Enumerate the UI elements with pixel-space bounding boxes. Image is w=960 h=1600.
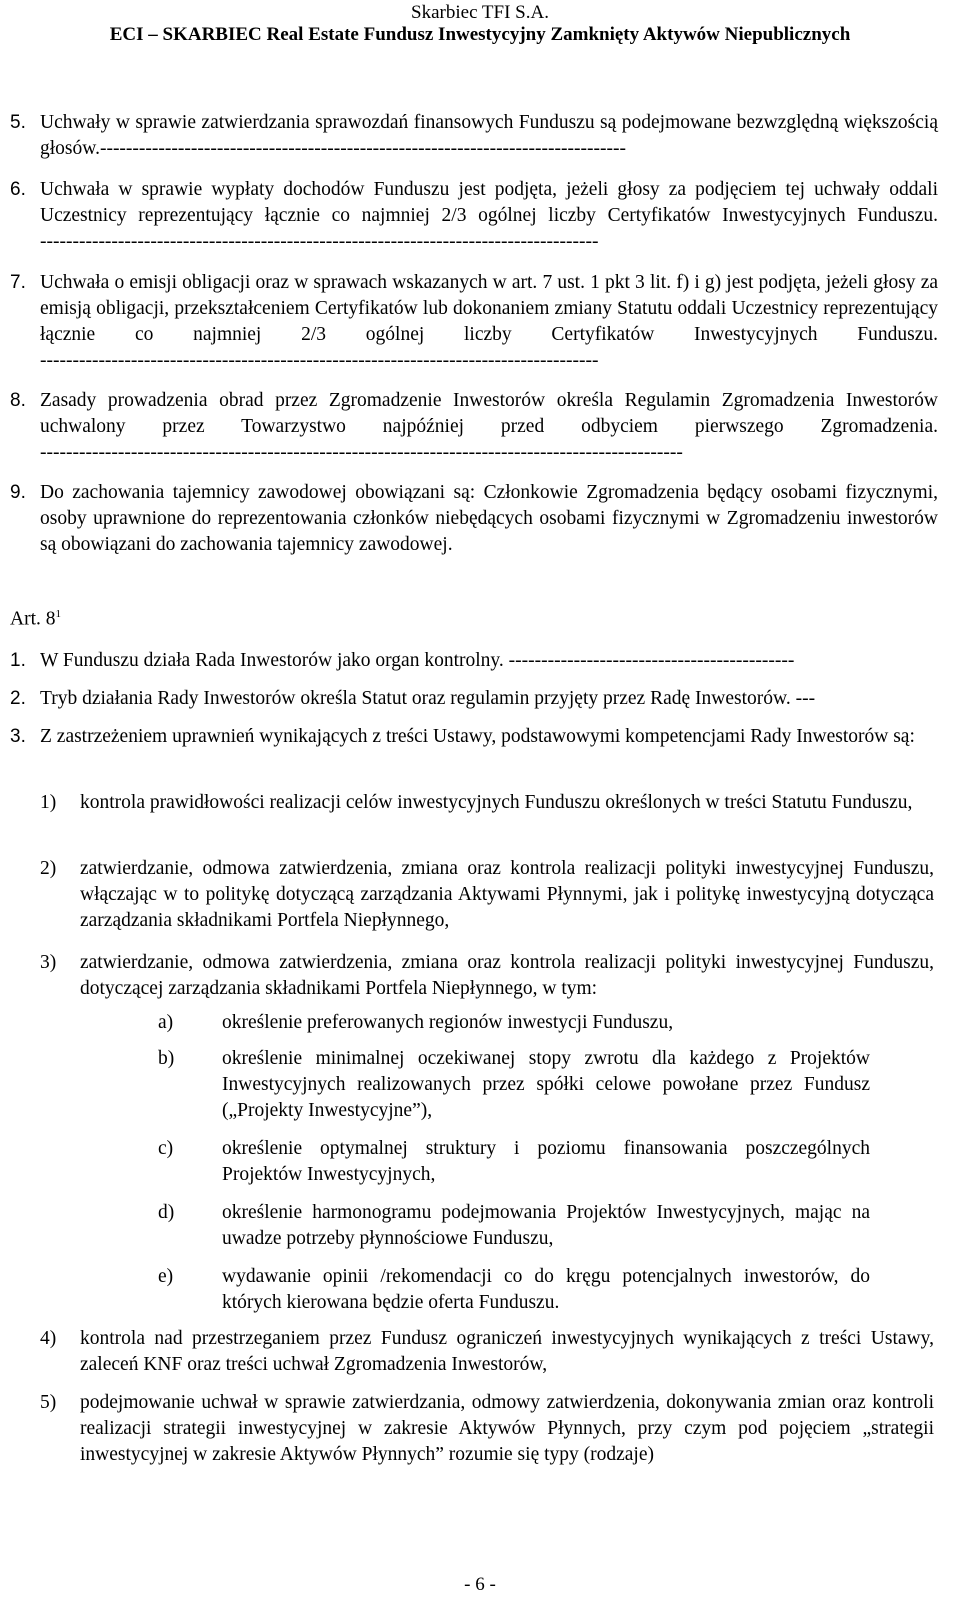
competence-3 [40, 950, 934, 1002]
sub-item-text: określenie minimalnej oczekiwanej stopy zwrotu dla każdego z Projektów Inwestycyjnych realizowanych przez spółki celowe powołane przez Fundusz („Projekty Inwestycyjne”), [222, 1048, 870, 1121]
competence-5 [40, 1390, 934, 1468]
competence-text: kontrola prawidłowości realizacji celów inwestycyjnych Funduszu określonych w treści Statutu Funduszu, [80, 792, 913, 813]
competence-number: 4) [40, 1328, 57, 1349]
sub-item-text: określenie harmonogramu podejmowania Projektów Inwestycyjnych, mając na uwadze potrzeby płynnościowe Funduszu, [222, 1202, 870, 1249]
competence-number: 5) [40, 1392, 57, 1413]
competence-number: 3) [40, 952, 57, 973]
section-text: Uchwały w sprawie zatwierdzania sprawozdań finansowych Funduszu są podejmowane bezwzględną większością głosów. [40, 112, 938, 159]
sub-item-a [158, 1010, 870, 1036]
section-5 [10, 110, 938, 162]
sub-item-d [158, 1200, 870, 1252]
art-item-1 [10, 648, 938, 674]
item-text: W Funduszu działa Rada Inwestorów jako organ kontrolny. [40, 650, 504, 671]
art-item-3 [10, 724, 938, 750]
sub-item-b [158, 1046, 870, 1124]
sub-item-letter: c) [158, 1138, 174, 1159]
section-9 [10, 480, 938, 558]
sub-item-text: określenie preferowanych regionów inwestycji Funduszu, [222, 1012, 674, 1033]
competence-number: 1) [40, 792, 57, 813]
section-number: 8. [10, 390, 26, 411]
sub-item-letter: d) [158, 1202, 175, 1223]
section-text: Uchwała w sprawie wypłaty dochodów Funduszu jest podjęta, jeżeli głosy za podjęciem tej uchwały oddali Uczestnicy reprezentujący łącznie co najmniej 2/3 ogólnej liczby Certyfikatów Inwestycyjnych Funduszu. [40, 179, 938, 226]
competence-2 [40, 856, 934, 934]
item-text: Z zastrzeżeniem uprawnień wynikających z treści Ustawy, podstawowymi kompetencjami Rady Inwestorów są: [40, 726, 915, 747]
competence-text: podejmowanie uchwał w sprawie zatwierdzania, odmowy zatwierdzenia, dokonywania zmian oraz kontroli realizacji strategii inwestycyjnej w zakresie Aktywów Płynnych, przy czym pod pojęciem „strategii inwestycyjnej w zakresie Aktywów Płynnych” rozumie się typy (rodzaje) [80, 1392, 934, 1465]
sub-item-e [158, 1264, 870, 1316]
header-fund-name: ECI – SKARBIEC Real Estate Fundusz Inwestycyjny Zamknięty Aktywów Niepublicznych [109, 24, 851, 45]
section-number: 7. [10, 272, 26, 293]
section-text: Uchwała o emisji obligacji oraz w sprawach wskazanych w art. 7 ust. 1 pkt 3 lit. f) i g) jest podjęta, jeżeli głosy za emisją obligacji, przekształceniem Certyfikatów lub dokonaniem zmiany Statutu oddali Uczestnicy reprezentujący łącznie co najmniej 2/3 ogólnej liczby Certyfikatów Inwestycyjnych Funduszu. [40, 272, 938, 345]
sub-item-text: określenie optymalnej struktury i poziomu finansowania poszczególnych Projektów Inwestycyjnych, [222, 1138, 870, 1185]
article-label: Art. 8 [10, 608, 56, 630]
section-text: Do zachowania tajemnicy zawodowej obowiązani są: Członkowie Zgromadzenia będący osobami fizycznymi, osoby uprawnione do reprezentowania członków niebędących osobami fizycznymi w Zgromadzeniu inwestorów są obowiązani do zachowania tajemnicy zawodowej. [40, 482, 938, 555]
dash-filler: -------------------------------------------------------------------------------------- [40, 231, 599, 252]
section-text: Zasady prowadzenia obrad przez Zgromadzenie Inwestorów określa Regulamin Zgromadzenia Inwestorów uchwalony przez Towarzystwo najpóźniej przed odbyciem pierwszego Zgromadzenia. [40, 390, 938, 437]
article-heading [10, 608, 61, 631]
section-number: 6. [10, 179, 26, 200]
sub-item-letter: a) [158, 1012, 174, 1033]
competence-4 [40, 1326, 934, 1378]
sub-item-letter: e) [158, 1266, 174, 1287]
dash-filler: -------------------------------------------------------------------------------------- [40, 350, 599, 371]
section-7 [10, 270, 938, 374]
competence-text: kontrola nad przestrzeganiem przez Fundusz ograniczeń inwestycyjnych wynikających z treści Ustawy, zaleceń KNF oraz treści uchwał Zgromadzenia Inwestorów, [80, 1328, 934, 1375]
art-item-2 [10, 686, 938, 712]
sub-item-c [158, 1136, 870, 1188]
item-text: Tryb działania Rady Inwestorów określa Statut oraz regulamin przyjęty przez Radę Inwestorów. [40, 688, 791, 709]
competence-number: 2) [40, 858, 57, 879]
section-number: 5. [10, 112, 26, 133]
sub-item-letter: b) [158, 1048, 175, 1069]
dash-filler: --------------------------------------------------------------------------------- [99, 138, 626, 159]
article-superscript: 1 [55, 608, 61, 620]
header-company: Skarbiec TFI S.A. [411, 2, 549, 23]
item-number: 3. [10, 726, 26, 747]
competence-text: zatwierdzanie, odmowa zatwierdzenia, zmiana oraz kontrola realizacji polityki inwestycyjnej Funduszu, dotyczącej zarządzania składnikami Portfela Niepłynnego, w tym: [80, 952, 934, 999]
dash-filler: -------------------------------------------- [508, 650, 795, 671]
dash-filler: --------------------------------------------------------------------------------------------------- [40, 442, 683, 463]
section-6 [10, 177, 938, 255]
competence-1 [40, 790, 934, 816]
section-number: 9. [10, 482, 26, 503]
page-number: - 6 - [464, 1574, 496, 1595]
item-number: 1. [10, 650, 26, 671]
dash-filler: --- [795, 688, 816, 709]
section-8 [10, 388, 938, 466]
competence-text: zatwierdzanie, odmowa zatwierdzenia, zmiana oraz kontrola realizacji polityki inwestycyjnej Funduszu, włączając w to politykę dotyczącą zarządzania Aktywami Płynnymi, jak i politykę inwestycyjną dotycząca zarządzania składnikami Portfela Niepłynnego, [80, 858, 934, 931]
sub-item-text: wydawanie opinii /rekomendacji co do kręgu potencjalnych inwestorów, do których kierowana będzie oferta Funduszu. [222, 1266, 870, 1313]
item-number: 2. [10, 688, 26, 709]
